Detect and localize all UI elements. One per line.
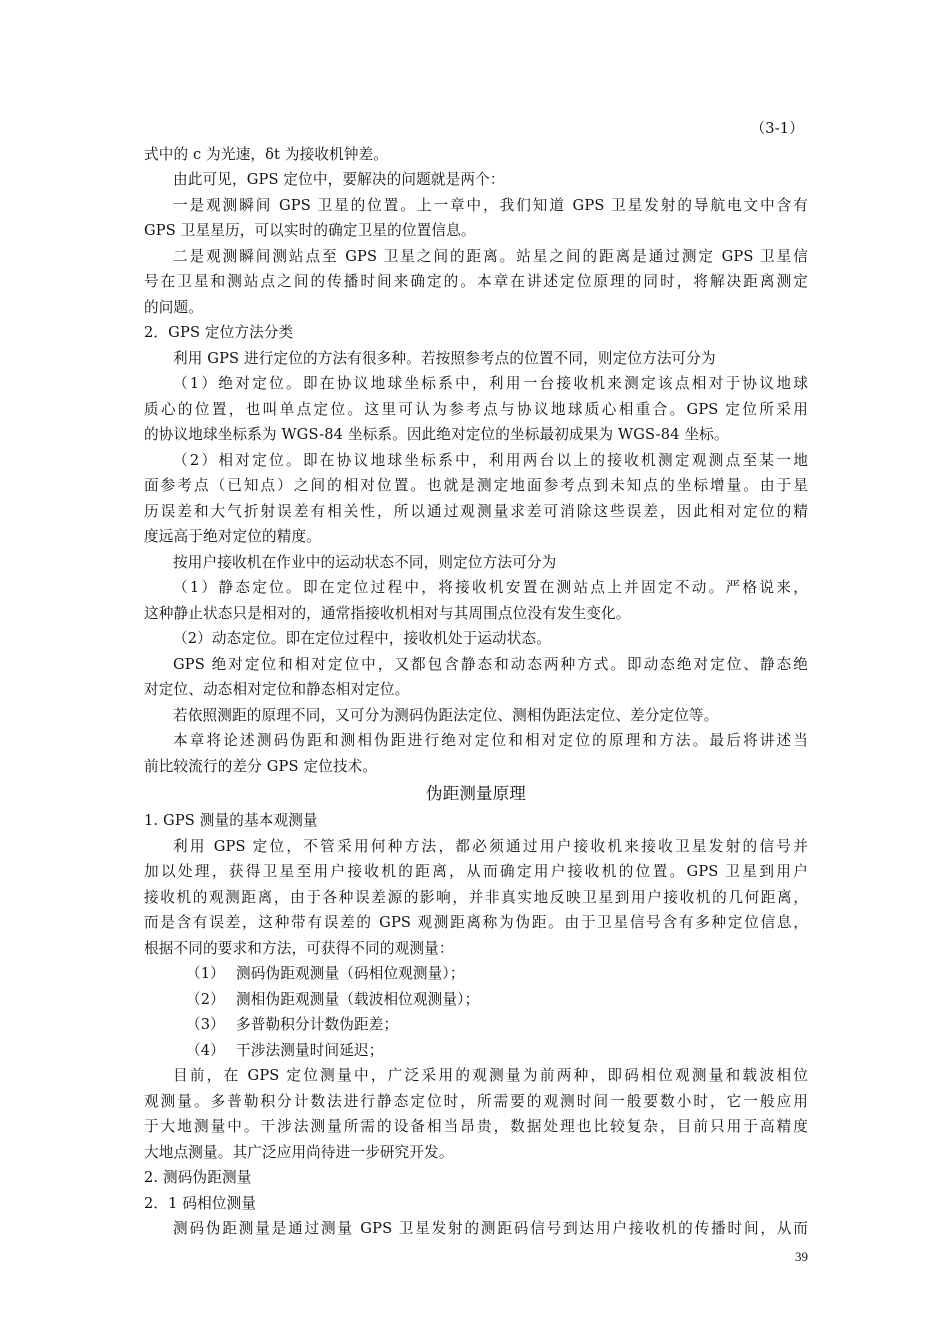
list-item — [144, 987, 808, 1013]
text-line: 利用 GPS 定位，不管采用何种方法，都必须通过用户接收机来接收卫星发射的信号并 — [173, 837, 808, 855]
text-line: 按用户接收机在作业中的运动状态不同，则定位方法可分为 — [173, 553, 557, 571]
text-line: 号在卫星和测站点之间的传播时间来确定的。本章在讲述定位原理的同时，将解决距离测定 — [144, 273, 808, 290]
text-line: 的问题。 — [144, 298, 203, 316]
text-line: GPS 绝对定位和相对定位中，又都包含静态和动态两种方式。即动态绝对定位、静态绝 — [173, 655, 808, 673]
list-item — [144, 1038, 808, 1064]
text-line: 本章将论述测码伪距和测相伪距进行绝对定位和相对定位的原理和方法。最后将讲述当 — [173, 732, 808, 749]
page-body — [144, 116, 808, 1242]
page-number: 39 — [795, 1249, 808, 1264]
list-text: 测相伪距观测量（载波相位观测量）； — [236, 990, 480, 1008]
text-line: 历误差和大气折射误差有相关性，所以通过观测量求差可消除这些误差，因此相对定位的精 — [144, 502, 808, 520]
section-heading: 1. GPS 测量的基本观测量 — [144, 812, 318, 829]
text-line: 观测量。多普勒积分计数法进行静态定位时，所需要的观测时间一般要数小时，它一般应用 — [144, 1092, 808, 1110]
text-line: 一是观测瞬间 GPS 卫星的位置。上一章中，我们知道 GPS 卫星发射的导航电文中含有 — [173, 196, 808, 214]
text-line: 大地点测量。其广泛应用尚待进一步研究开发。 — [144, 1143, 454, 1161]
text-line: 若依照测距的原理不同，又可分为测码伪距法定位、测相伪距法定位、差分定位等。 — [173, 706, 719, 724]
text-line: 的协议地球坐标系为 WGS-84 坐标系。因此绝对定位的坐标最初成果为 WGS-84 坐标。 — [144, 426, 729, 443]
text-line: 质心的位置，也叫单点定位。这里可认为参考点与协议地球质心相重合。GPS 定位所采用 — [144, 400, 808, 418]
text-line: 度远高于绝对定位的精度。 — [144, 528, 321, 545]
list-text: 测码伪距观测量（码相位观测量）； — [236, 965, 465, 982]
text-line: 根据不同的要求和方法，可获得不同的观测量： — [144, 939, 454, 957]
text-line: （2）动态定位。即在定位过程中，接收机处于运动状态。 — [173, 630, 552, 647]
text-line: 目前，在 GPS 定位测量中，广泛采用的观测量为前两种，即码相位观测量和载波相位 — [173, 1067, 808, 1084]
text-line: GPS 卫星星历，可以实时的确定卫星的位置信息。 — [144, 222, 476, 239]
text-line: 测码伪距测量是通过测量 GPS 卫星发射的测距码信号到达用户接收机的传播时间，从而 — [173, 1220, 808, 1237]
list-item — [144, 1012, 808, 1038]
text-line: 二是观测瞬间测站点至 GPS 卫星之间的距离。站星之间的距离是通过测定 GPS 卫星信 — [173, 247, 808, 265]
list-text: 干涉法测量时间延迟； — [236, 1041, 384, 1059]
text-line: 加以处理，获得卫星至用户接收机的距离，从而确定用户接收机的位置。GPS 卫星到用户 — [144, 863, 808, 880]
equation-label: （3-1） — [750, 120, 804, 137]
text-line: 而是含有误差，这种带有误差的 GPS 观测距离称为伪距。由于卫星信号含有多种定位信息， — [144, 914, 808, 931]
list-text: 多普勒积分计数伪距差； — [236, 1016, 399, 1033]
list-number: （2） — [186, 990, 225, 1008]
text-line: 面参考点（已知点）之间的相对位置。也就是测定地面参考点到未知点的坐标增量。由于星 — [144, 477, 808, 494]
text-line: （1）绝对定位。即在协议地球坐标系中，利用一台接收机来测定该点相对于协议地球 — [173, 375, 808, 392]
text-line: 利用 GPS 进行定位的方法有很多种。若按照参考点的位置不同，则定位方法可分为 — [173, 349, 716, 367]
text-line: （1）静态定位。即在定位过程中，将接收机安置在测站点上并固定不动。严格说来， — [173, 579, 808, 596]
text-line: 接收机的观测距离，由于各种误差源的影响，并非真实地反映卫星到用户接收机的几何距离， — [144, 888, 808, 906]
text-line: 前比较流行的差分 GPS 定位技术。 — [144, 757, 378, 775]
section-title: 伪距测量原理 — [426, 784, 526, 803]
text-line: （2）相对定位。即在协议地球坐标系中，利用两台以上的接收机测定观测点至某一地 — [173, 451, 808, 469]
section-heading: 2. 测码伪距测量 — [144, 1169, 252, 1186]
text-line: 由此可见，GPS 定位中，要解决的问题就是两个： — [173, 171, 505, 188]
text-line: 对定位、动态相对定位和静态相对定位。 — [144, 681, 410, 698]
text-line: 式中的 c 为光速，δt 为接收机钟差。 — [144, 145, 389, 163]
list-number: （3） — [186, 1016, 225, 1033]
list-number: （1） — [186, 965, 225, 982]
list-number: （4） — [186, 1041, 225, 1059]
text-line: 于大地测量中。干涉法测量所需的设备相当昂贵，数据处理也比较复杂，目前只用于高精度 — [144, 1118, 808, 1135]
section-heading: 2．GPS 定位方法分类 — [144, 324, 294, 341]
list-item — [144, 961, 808, 987]
section-heading: 2．1 码相位测量 — [144, 1194, 257, 1212]
text-line: 这种静止状态只是相对的，通常指接收机相对与其周围点位没有发生变化。 — [144, 604, 631, 622]
